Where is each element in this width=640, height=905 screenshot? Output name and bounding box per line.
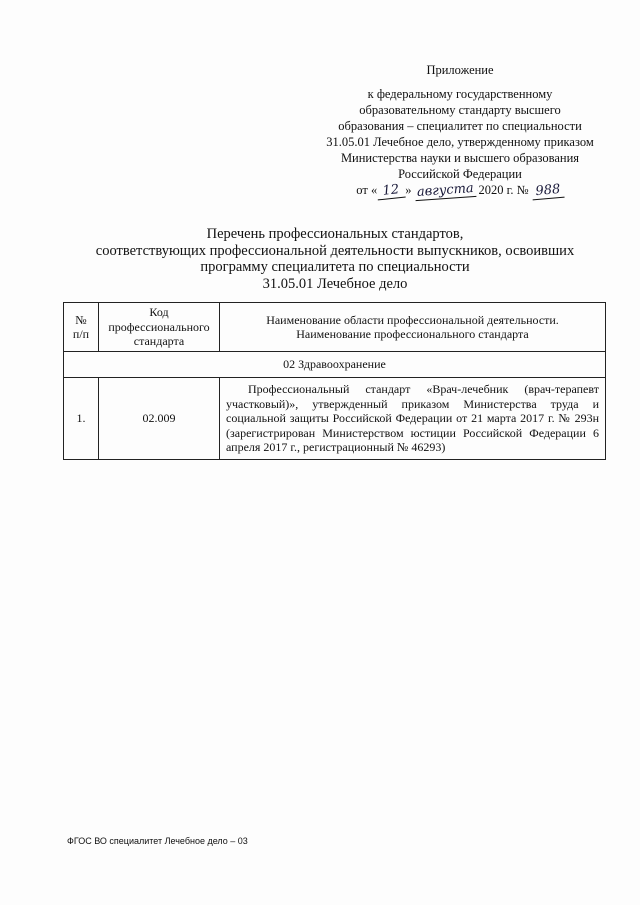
order-date-line xyxy=(300,182,620,199)
handwritten-month: августа xyxy=(414,182,476,201)
document-heading xyxy=(60,226,610,292)
row-code: 02.009 xyxy=(99,378,220,460)
section-label: 02 Здравоохранение xyxy=(64,352,606,378)
appendix-line: Министерства науки и высшего образования xyxy=(340,151,580,165)
appendix-block xyxy=(300,62,620,199)
heading-line: Перечень профессиональных стандартов, xyxy=(206,226,464,242)
table-header-row xyxy=(64,303,606,352)
header-name xyxy=(220,303,606,352)
date-mid: » xyxy=(405,183,412,197)
table-row xyxy=(64,378,606,460)
header-name-line: Наименование области профессиональной деятельности. xyxy=(266,312,559,327)
appendix-line: Российской Федерации xyxy=(398,167,522,181)
appendix-title: Приложение xyxy=(426,63,494,77)
heading-line: 31.05.01 Лечебное дело xyxy=(262,275,408,292)
appendix-line: 31.05.01 Лечебное дело, утвержденному приказом xyxy=(326,135,594,149)
heading-line: соответствующих профессиональной деятельности выпускников, освоивших xyxy=(95,242,575,259)
handwritten-day: 12 xyxy=(377,183,406,201)
header-num: № п/п xyxy=(64,303,99,352)
footer-note: ФГОС ВО специалитет Лечебное дело – 03 xyxy=(67,836,248,846)
standards-table xyxy=(63,302,606,460)
section-row xyxy=(64,352,606,378)
row-num: 1. xyxy=(64,378,99,460)
date-prefix: от « xyxy=(356,183,378,197)
appendix-line: образовательному стандарту высшего xyxy=(359,103,561,117)
header-code: Код профессионального стандарта xyxy=(99,303,220,352)
appendix-line: образования – специалитет по специальности xyxy=(338,119,582,133)
header-name-line: Наименование профессионального стандарта xyxy=(296,327,529,341)
appendix-line: к федеральному государственному xyxy=(367,87,553,101)
row-description xyxy=(220,378,606,460)
row-description-text: Профессиональный стандарт «Врач-лечебник (врач-терапевт участковый)», утвержденный приказом Министерства труда и социальной защиты Российской Федерации от 21 марта 2017 г. № 293н (зарегистрирован Министерством юстиции Российской Федерации 6 апреля 2017 г., регистрационный № 46293) xyxy=(226,382,599,454)
date-year: 2020 г. № xyxy=(478,183,529,197)
heading-line: программу специалитета по специальности xyxy=(200,259,470,275)
handwritten-order-number: 988 xyxy=(531,183,564,201)
